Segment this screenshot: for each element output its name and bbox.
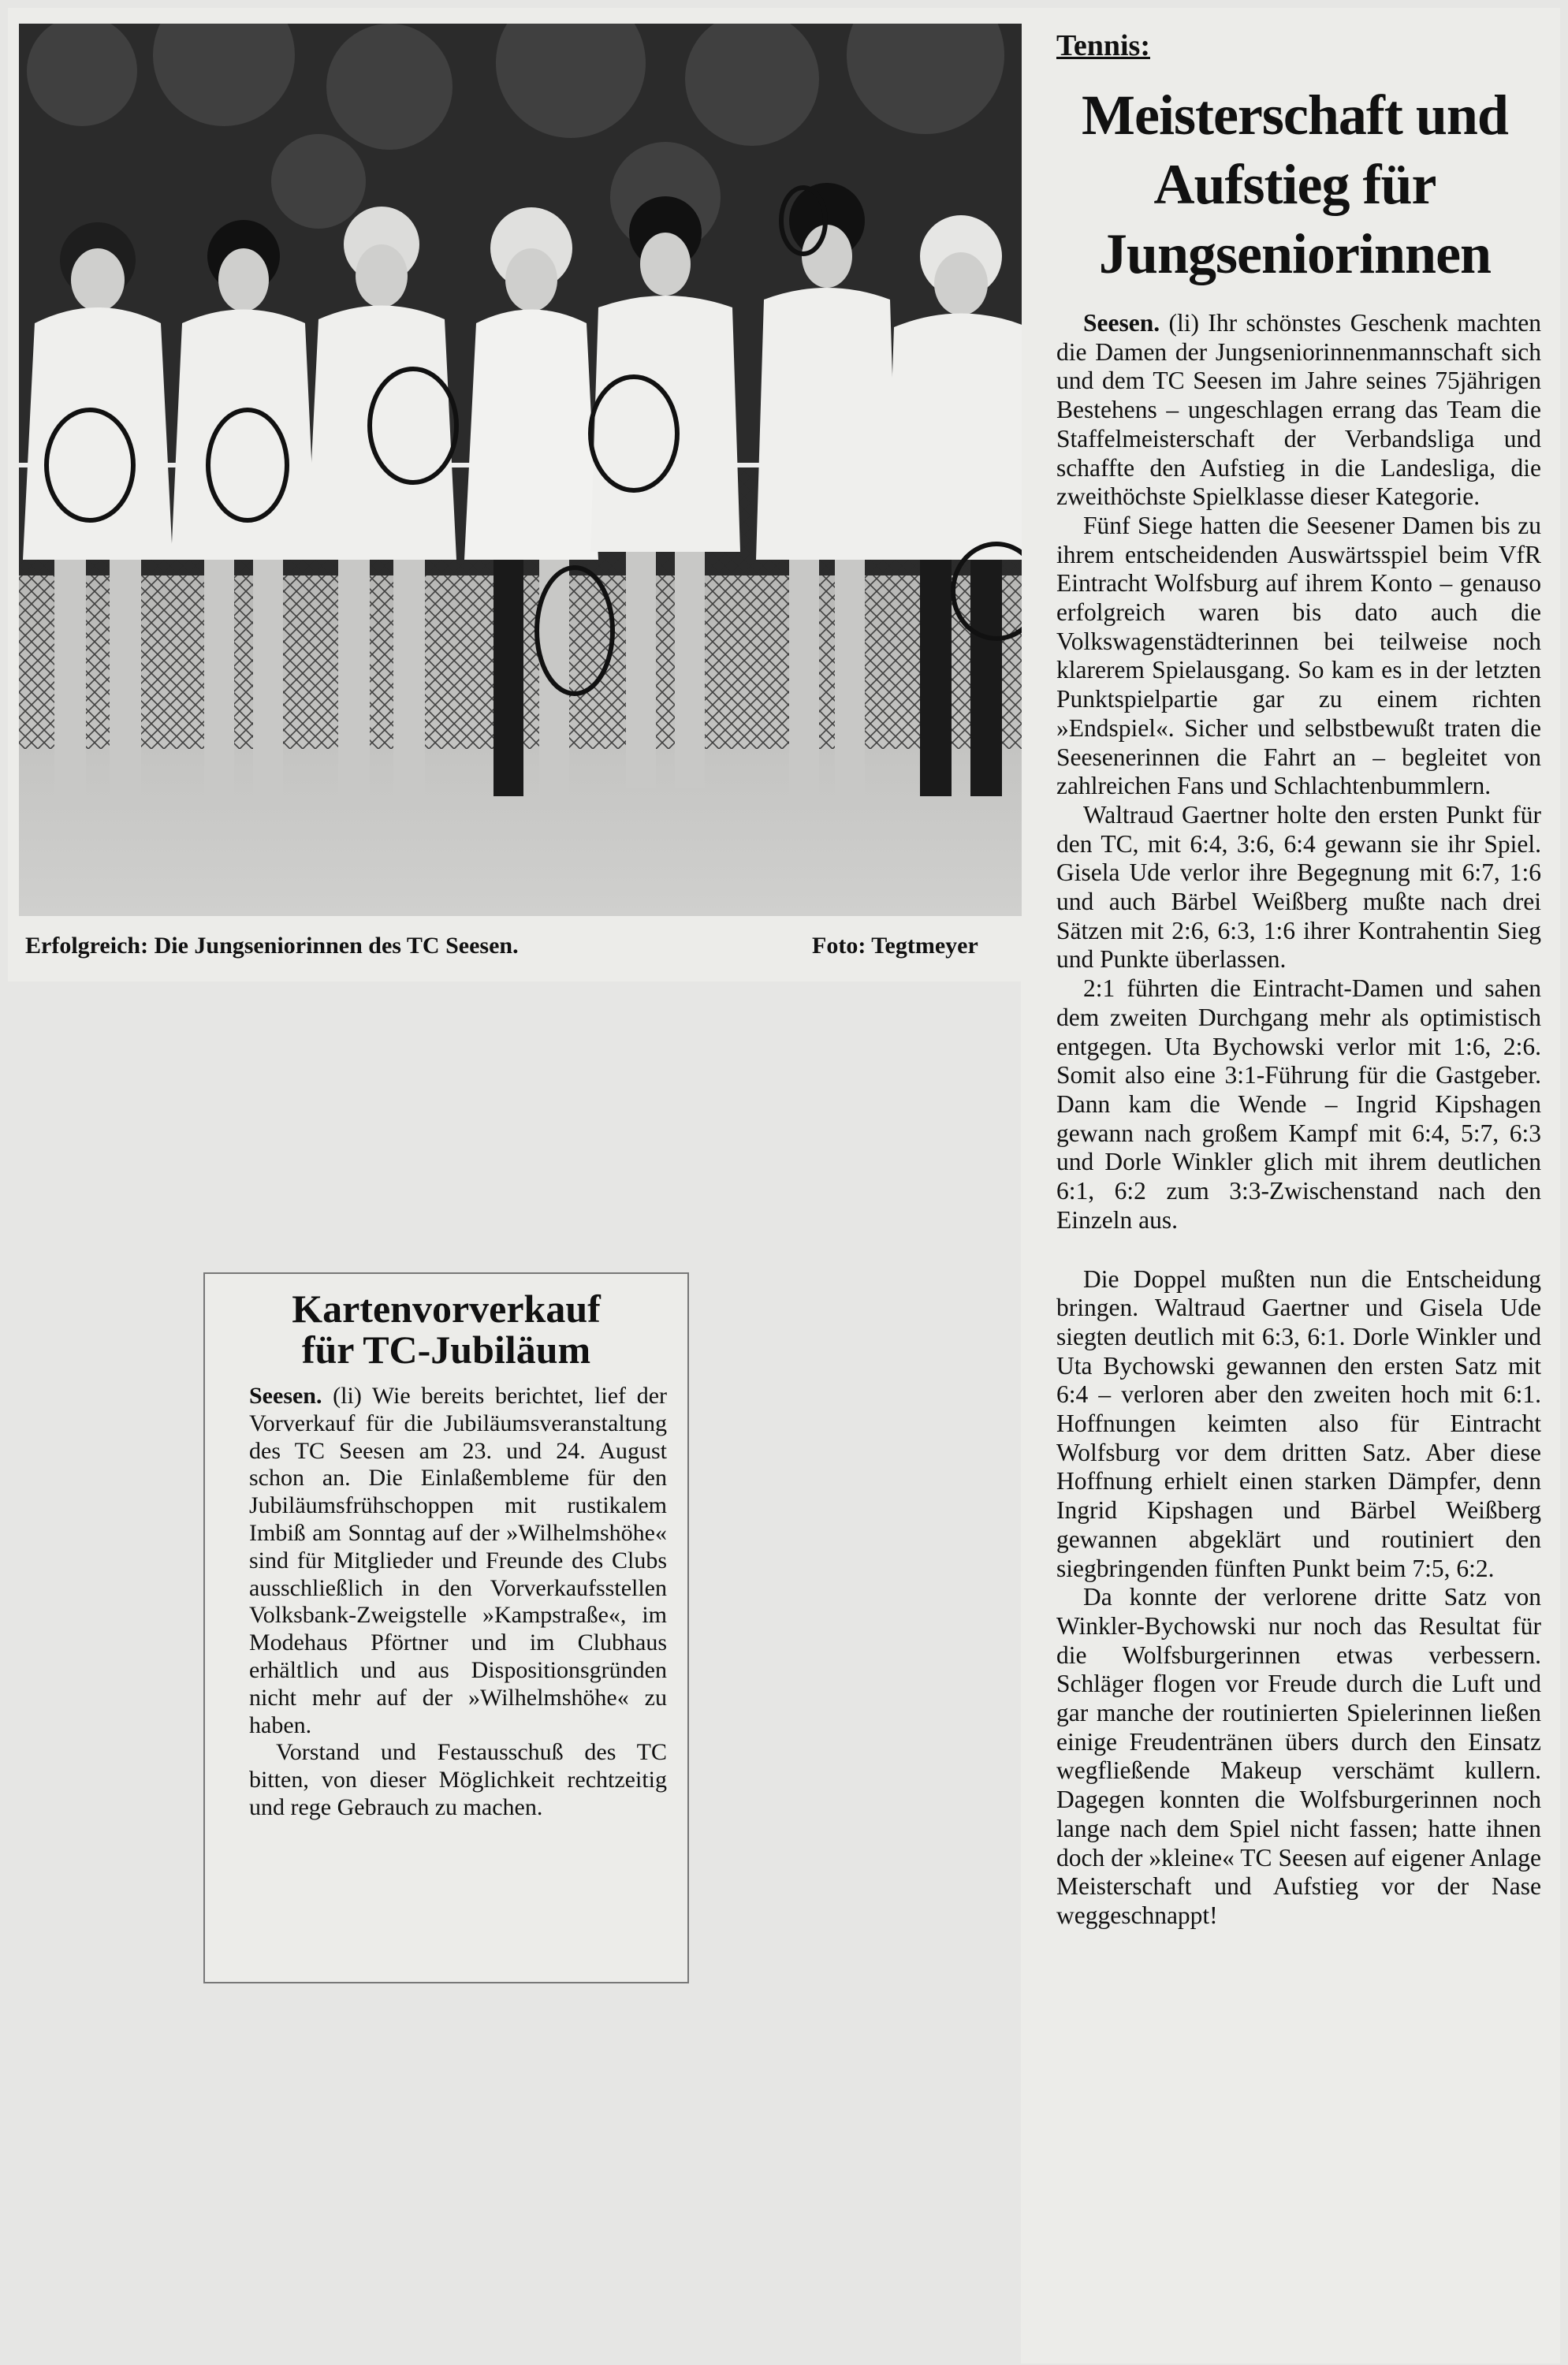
headline-line: Aufstieg für [1153, 153, 1436, 216]
article-kicker: Tennis: [1056, 29, 1150, 62]
small-headline-line: für TC-Jubiläum [301, 1328, 591, 1372]
small-article-paragraph: Vorstand und Festausschuß des TC bitten, von dieser Möglichkeit rechtzeitig und rege Gebrauch zu machen. [249, 1739, 667, 1820]
article-paragraph: Seesen. (li) Ihr schönstes Geschenk machten die Damen der Jungseniorinnenmannschaft sich und dem TC Seesen im Jahre seines 75jährigen Bestehens – ungeschlagen errang das Team die Staffelmeisterschaft der Verbandsliga und schaffte den Aufstieg in die Landesliga, die zweithöchste Spielklasse dieser Kategorie. [1056, 309, 1541, 511]
photo-caption: Erfolgreich: Die Jungseniorinnen des TC Seesen. [25, 933, 519, 959]
article-column [1056, 28, 1541, 1931]
team-photo [19, 24, 1022, 916]
article-body [1056, 309, 1541, 1931]
headline-line: Meisterschaft und [1082, 84, 1508, 147]
article-paragraph: Da konnte der verlorene dritte Satz von Winkler-Bychowski nur noch das Resultat für die Wolfsburgerinnen etwas verbessern. Schläger flogen vor Freude durch die Luft und gar manche der routinierten Spielerinnen ließen einige Freudentränen übers durch den Einsatz wegfließende Makeup verschämt kullern. Dagegen konnten die Wolfsburgerinnen noch lange nach dem Spiel nicht fassen; hatte ihnen doch der »kleine« TC Seesen auf eigener Anlage Meisterschaft und Aufstieg vor der Nase weggeschnappt! [1056, 1583, 1541, 1929]
article-headline [1048, 80, 1541, 289]
article-paragraph: Waltraud Gaertner holte den ersten Punkt für den TC, mit 6:4, 3:6, 6:4 gewann sie ihr Spiel. Gisela Ude verlor ihre Begegnung mit 6:7, 1:6 und auch Bärbel Weißberg mußte nach drei Sätzen mit 2:6, 6:3, 1:6 ihrer Kontrahentin Sieg und Punkte überlassen. [1056, 800, 1541, 974]
small-article-paragraph: Seesen. (li) Wie bereits berichtet, lief der Vorverkauf für die Jubiläumsveranstaltung des TC Seesen am 23. und 24. August schon an. Die Einlaßembleme für den Jubiläumsfrühschoppen mit rustikalem Imbiß am Sonntag auf der »Wilhelmshöhe« sind für Mitglieder und Freunde des Clubs ausschließlich in den Vorverkaufsstellen Volksbank-Zweigstelle »Kampstraße«, im Modehaus Pförtner und im Clubhaus erhältlich und aus Dispositionsgründen nicht mehr auf der »Wilhelmshöhe« zu haben. [249, 1383, 667, 1738]
photo-credit: Foto: Tegtmeyer [812, 933, 978, 959]
small-headline-line: Kartenvorverkauf [292, 1287, 601, 1331]
small-article-body [249, 1383, 667, 1822]
headline-line: Jungseniorinnen [1098, 222, 1492, 285]
article-paragraph: Die Doppel mußten nun die Entscheidung bringen. Waltraud Gaertner und Gisela Ude siegten deutlich mit 6:3, 6:1. Dorle Winkler und Uta Bychowski gewannen den ersten Satz mit 6:4 – verloren aber den zweiten hoch mit 6:1. Hoffnungen keimten also für Eintracht Wolfsburg vor dem dritten Satz. Aber diese Hoffnung erhielt einen starken Dämpfer, denn Ingrid Kipshagen und Bärbel Weißberg gewannen abgeklärt und routiniert den siegbringenden fünften Punkt beim 7:5, 6:2. [1056, 1264, 1541, 1582]
team-photo-graphic [19, 24, 1022, 916]
small-clipping [203, 1272, 689, 1983]
small-article-dateline: Seesen. [249, 1383, 322, 1409]
article-paragraph: 2:1 führten die Eintracht-Damen und sahen dem zweiten Durchgang mehr als optimistisch entgegen. Uta Bychowski verlor mit 1:6, 2:6. Somit also eine 3:1-Führung für die Gastgeber. Dann kam die Wende – Ingrid Kipshagen gewann nach großem Kampf mit 6:4, 5:7, 6:3 und Dorle Winkler glich mit ihrem deutlichen 6:1, 6:2 zum 3:3-Zwischenstand nach den Einzeln aus. [1056, 974, 1541, 1234]
article-paragraph: Fünf Siege hatten die Seesener Damen bis zu ihrem entscheidenden Auswärtsspiel beim VfR Eintracht Wolfsburg auf ihrem Konto – genauso erfolgreich waren bis dato auch die Volkswagenstädterinnen bei teilweise noch klarerem Spielausgang. So kam es in der letzten Punktspielpartie gar zu einem richten »Endspiel«. Sicher und selbstbewußt traten die Seesenerinnen die Fahrt an – begleitet von zahlreichen Fans und Schlachtenbummlern. [1056, 511, 1541, 800]
article-dateline: Seesen. [1083, 309, 1160, 337]
small-article-headline [221, 1288, 672, 1370]
